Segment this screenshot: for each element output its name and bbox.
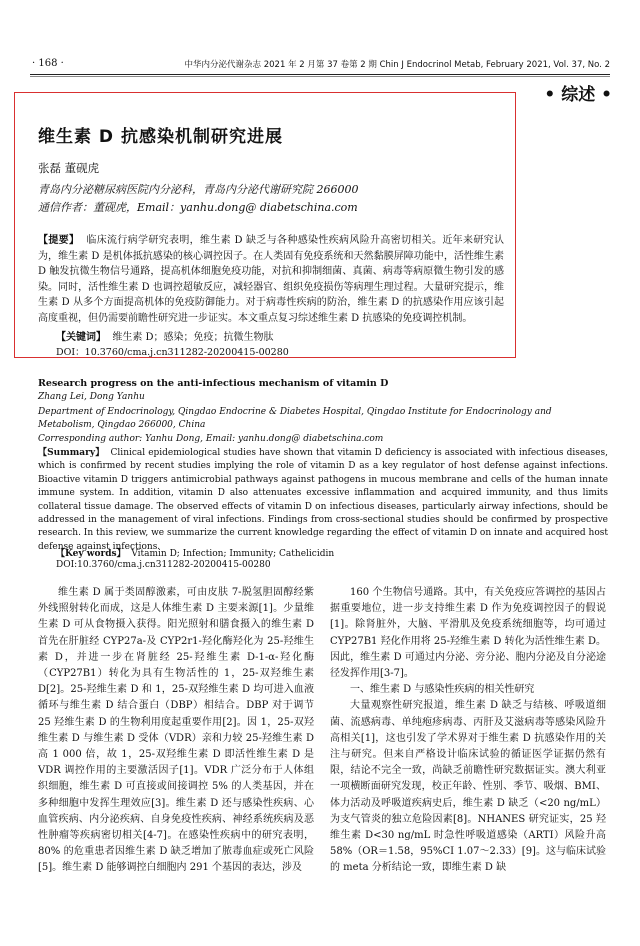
keywords-text-en: Vitamin D; Infection; Immunity; Cathelicidin [131, 549, 335, 559]
running-header [32, 58, 610, 74]
affiliation-cn: 青岛内分泌糖尿病医院内分泌科，青岛内分泌代谢研究院 266000 [38, 183, 359, 196]
doi-en: DOI:10.3760/cma.j.cn311282-20200415-00280 [56, 560, 271, 570]
body-paragraph: 维生素 D 属于类固醇激素，可由皮肤 7-脱氢胆固醇经紫外线照射转化而成，这是人体维生素 D 主要来源[1]。少量维生素 D 可从食物摄入获得。阳光照射和膳食摄入的维生素 D 首先在肝脏经 CYP27a-及 CYP2r1-羟化酶羟化为 25-羟维生素 D，并进一步在肾脏经 25-羟维生素 D-1-α-羟化酶（CYP27B1）转化为具有生物活性的 1，25-双羟维生素 D[2]。25-羟维生素 D 和 1，25-双羟维生素 D 均可进入血液循环与维生素 D 结合蛋白（DBP）相结合。DBP 对于调节 25 羟维生素 D 的生物利用度起重要作用[2]。因 1，25-双羟维生素 D 与维生素 D 受体（VDR）亲和力较 25-羟维生素 D 高 1 000 倍，故 1，25-双羟维生素 D 即活性维生素 D 是 VDR 调控作用的主要激活因子[1]。VDR 广泛分布于人体组织细胞，维生素 D 可直接或间接调控 5% 的人类基因，并在多种细胞中发挥生理效应[3]。维生素 D 还与感染性疾病、心血管疾病、内分泌疾病、自身免疫性疾病、神经系统疾病及恶性肿瘤等疾病密切相关[4-7]。在感染性疾病中的研究表明，80% 的危重患者因维生素 D 缺乏增加了脓毒血症或死亡风险[5]。维生素 D 能够调控白细胞内 291 个基因的表达，涉及 [38, 587, 314, 874]
body-paragraph: 大量观察性研究报道，维生素 D 缺乏与结核、呼吸道细菌、流感病毒、单纯疱疹病毒、丙肝及艾滋病毒等感染风险升高相关[1]，这也引发了学术界对于维生素 D 抗感染作用的关注与研究。但来自严格设计临床试验的循证医学证据仍然有限，结论不完全一致，尚缺乏前瞻性研究数据证实。澳大利亚一项横断面研究发现，校正年龄、性别、季节、吸烟、BMI、体力活动及呼吸道疾病史后，维生素 D 缺乏（<20 ng/mL）为支气管炎的独立危险因素[8]。NHANES 研究证实，25 羟维生素 D<30 ng/mL 时急性呼吸道感染（ARTI）风险升高 58%（OR＝1.58，95%CI 1.07～2.33）[9]。这与临床试验的 meta 分析结论一致，即维生素 D 缺 [330, 700, 606, 874]
corresponding-label-en: Corresponding author: [38, 434, 143, 444]
keywords-label-cn: 【关键词】 [56, 332, 106, 343]
page-number: · 168 · [32, 58, 64, 69]
corresponding-author-cn: 通信作者：董砚虎，Email：yanhu.dong@ diabetschina.com [38, 201, 358, 214]
corresponding-author-en [38, 434, 383, 444]
body-left-column [38, 585, 314, 877]
article-title-en: Research progress on the anti-infectious mechanism of vitamin D [38, 378, 389, 389]
journal-citation: 中华内分泌代谢杂志 2021 年 2 月第 37 卷第 2 期 Chin J Endocrinol Metab, February 2021, Vol. 37, No. 2 [184, 60, 610, 70]
abstract-label-cn: 【提要】 [38, 235, 80, 246]
corresponding-text-en: Yanhu Dong, Email: yanhu.dong@ diabetschina.com [145, 434, 384, 444]
affiliation-en: Department of Endocrinology, Qingdao Endocrine & Diabetes Hospital, Qingdao Institute for Endocrinology and Metabolism, Qingdao 266000, China [38, 407, 552, 430]
keywords-cn [56, 328, 274, 343]
doi-cn: DOI：10.3760/cma.j.cn311282-20200415-00280 [56, 347, 289, 358]
article-title-cn: 维生素 D 抗感染机制研究进展 [38, 127, 283, 147]
authors-cn: 张磊 董砚虎 [38, 161, 100, 175]
authors-en: Zhang Lei, Dong Yanhu [38, 392, 145, 402]
keywords-en [56, 546, 334, 559]
body-right-column [330, 585, 606, 877]
abstract-text-cn: 临床流行病学研究表明，维生素 D 缺乏与各种感染性疾病风险升高密切相关。近年来研究认为，维生素 D 是机体抵抗感染的核心调控因子。在人类固有免疫系统和天然黏膜屏障功能中，活性维生素 D 触发抗微生物信号通路，提高机体细胞免疫功能，对抗和抑制细菌、真菌、病毒等病原微生物引发的感染。同时，活性维生素 D 也调控超敏反应，减轻器官、组织免疫损伤等病理生理过程。大量研究提示，维生素 D 从多个方面提高机体的免疫防御能力。对于病毒性疾病的防治，维生素 D 的抗感染作用应该引起高度重视，但仍需要前瞻性研究进一步证实。本文重点复习综述维生素 D 抗感染的免疫调控机制。 [38, 235, 505, 324]
abstract-en [38, 447, 608, 554]
keywords-label-en: 【Key words】 [56, 549, 126, 559]
header-rule [30, 74, 610, 75]
abstract-cn [38, 233, 504, 327]
abstract-label-en: 【Summary】 [38, 448, 105, 458]
header-rule-thin [30, 76, 610, 77]
body-paragraph: 160 个生物信号通路。其中，有关免疫应答调控的基因占据重要地位，进一步支持维生素 D 作为免疫调控因子的假说[1]。除肾脏外，大脑、平滑肌及免疫系统细胞等，均可通过 CYP27B1 羟化作用将 25-羟维生素 D 转化为活性维生素 D。因此，维生素 D 可通过内分泌、旁分泌、胞内分泌及自分泌途径发挥作用[3-7]。 [330, 587, 606, 680]
abstract-text-en: Clinical epidemiological studies have shown that vitamin D deficiency is associated with infectious diseases, which is confirmed by recent studies implying the role of vitamin D as a key regulator of host defense against infections. Bioactive vitamin D triggers antimicrobial pathways against pathogens in mucous membrane and cells of the human innate immune system. In addition, vitamin D also attenuates excessive inflammation and acquired immunity, and thus limits collateral tissue damage. The observed effects of vitamin D on infectious diseases, particularly airway infections, should be addressed in the management of viral infections. Findings from cross-sectional studies should be confirmed by prospective research. In this review, we summarize the current knowledge regarding the effect of vitamin D on innate and acquired host defense against infections. [38, 448, 608, 552]
section-heading: 一、维生素 D 与感染性疾病的相关性研究 [350, 684, 535, 696]
keywords-text-cn: 维生素 D；感染；免疫；抗微生物肽 [112, 332, 274, 343]
section-badge: • 综述 • [544, 85, 612, 105]
